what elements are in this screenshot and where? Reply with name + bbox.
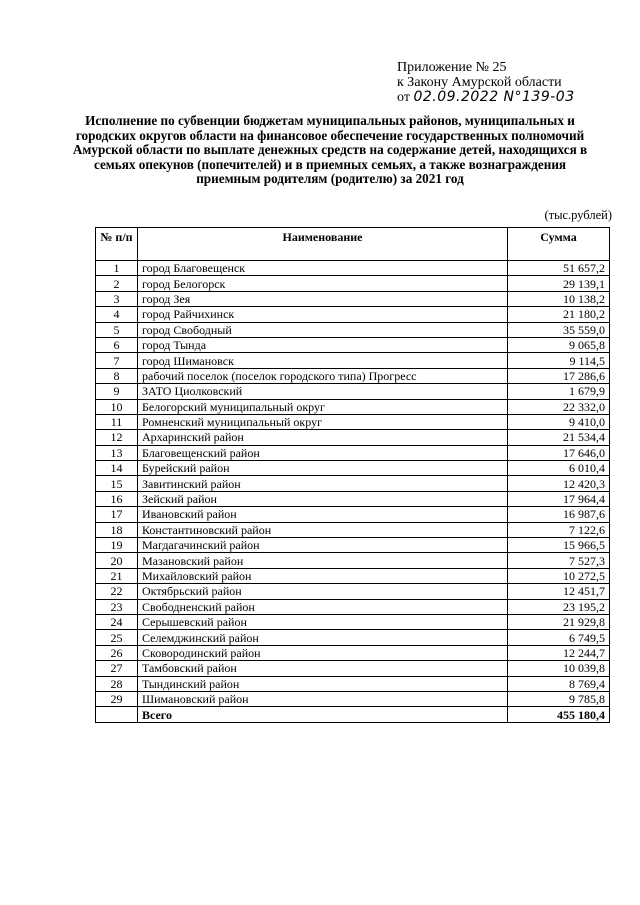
row-number: 2 [96,276,138,291]
row-number: 26 [96,645,138,660]
row-number: 14 [96,461,138,476]
table-row [96,353,610,368]
row-name: Зейский район [138,491,508,506]
table-row [96,322,610,337]
appendix-law: к Закону Амурской области [397,75,562,90]
row-sum: 9 410,0 [508,414,610,429]
table-row [96,661,610,676]
row-name: Михайловский район [138,568,508,583]
appendix-number: Приложение № 25 [397,60,507,75]
row-sum: 6 749,5 [508,630,610,645]
row-name: Магдагачинский район [138,538,508,553]
row-name: город Свободный [138,322,508,337]
row-name: Селемджинский район [138,630,508,645]
table-row [96,553,610,568]
row-name: Бурейский район [138,461,508,476]
row-number: 12 [96,430,138,445]
row-sum: 12 451,7 [508,584,610,599]
row-name: город Райчихинск [138,307,508,322]
row-name: Ивановский район [138,507,508,522]
table-row [96,337,610,352]
row-number: 13 [96,445,138,460]
row-number: 28 [96,676,138,691]
table-row [96,414,610,429]
header-sum: Сумма [508,228,610,261]
row-number: 21 [96,568,138,583]
row-sum: 35 559,0 [508,322,610,337]
row-sum: 7 122,6 [508,522,610,537]
document-title: Исполнение по субвенции бюджетам муниципальных районов, муниципальных и городских округов области на финансовое обеспечение государственных полномочий Амурской области по выплате денежных средств на содержание детей, находящихся в семьях опекунов (попечителей) и в приемных семьях, а также вознаграждения приемным родителям (родителю) за 2021 год [72,113,588,186]
row-number: 4 [96,307,138,322]
header-num: № п/п [96,228,138,261]
appendix-block [397,60,575,105]
table-row [96,491,610,506]
row-name: Свободненский район [138,599,508,614]
row-sum: 10 138,2 [508,291,610,306]
row-sum: 22 332,0 [508,399,610,414]
row-name: город Шимановск [138,353,508,368]
row-sum: 17 646,0 [508,445,610,460]
row-number: 17 [96,507,138,522]
table-row [96,384,610,399]
row-sum: 21 534,4 [508,430,610,445]
row-name: ЗАТО Циолковский [138,384,508,399]
table-body [96,261,610,723]
row-number: 3 [96,291,138,306]
table-row [96,307,610,322]
row-sum: 9 785,8 [508,691,610,706]
row-sum: 10 039,8 [508,661,610,676]
row-name: Шимановский район [138,691,508,706]
row-name: город Тында [138,337,508,352]
row-name: Тамбовский район [138,661,508,676]
row-name: Сковородинский район [138,645,508,660]
total-empty-cell [96,707,138,722]
row-number: 1 [96,261,138,276]
total-row [96,707,610,722]
row-number: 25 [96,630,138,645]
table-row [96,691,610,706]
row-name: Мазановский район [138,553,508,568]
table-row [96,261,610,276]
table-row [96,584,610,599]
table-row [96,276,610,291]
row-sum: 10 272,5 [508,568,610,583]
row-name: Ромненский муниципальный округ [138,414,508,429]
row-number: 10 [96,399,138,414]
row-name: Архаринский район [138,430,508,445]
appendix-date-line [397,90,575,105]
row-sum: 9 065,8 [508,337,610,352]
row-name: Благовещенский район [138,445,508,460]
subsidy-table [95,227,610,723]
row-number: 16 [96,491,138,506]
appendix-date-prefix: от [397,90,410,105]
row-sum: 51 657,2 [508,261,610,276]
handwritten-date-number: 02.09.2022 N°139-03 [413,89,575,105]
table-row [96,630,610,645]
row-name: город Белогорск [138,276,508,291]
table-row [96,522,610,537]
row-sum: 16 987,6 [508,507,610,522]
table-row [96,368,610,383]
row-sum: 17 964,4 [508,491,610,506]
table-row [96,445,610,460]
row-number: 29 [96,691,138,706]
row-sum: 17 286,6 [508,368,610,383]
table-row [96,614,610,629]
total-sum: 455 180,4 [508,707,610,722]
row-number: 23 [96,599,138,614]
header-name: Наименование [138,228,508,261]
row-name: Серышевский район [138,614,508,629]
table-row [96,399,610,414]
row-sum: 23 195,2 [508,599,610,614]
table-row [96,676,610,691]
row-number: 27 [96,661,138,676]
row-number: 18 [96,522,138,537]
total-label: Всего [138,707,508,722]
row-number: 11 [96,414,138,429]
table-row [96,538,610,553]
row-name: Тындинский район [138,676,508,691]
row-number: 15 [96,476,138,491]
table-row [96,291,610,306]
row-sum: 12 420,3 [508,476,610,491]
table-header-row [96,228,610,261]
row-name: Октябрьский район [138,584,508,599]
table-row [96,599,610,614]
row-name: город Зея [138,291,508,306]
row-sum: 7 527,3 [508,553,610,568]
row-sum: 15 966,5 [508,538,610,553]
row-sum: 8 769,4 [508,676,610,691]
row-name: рабочий поселок (поселок городского типа) Прогресс [138,368,508,383]
row-sum: 21 180,2 [508,307,610,322]
row-number: 22 [96,584,138,599]
row-sum: 12 244,7 [508,645,610,660]
row-name: Константиновский район [138,522,508,537]
units-label: (тыс.рублей) [544,208,612,222]
row-number: 20 [96,553,138,568]
row-number: 9 [96,384,138,399]
table-row [96,507,610,522]
row-number: 6 [96,337,138,352]
row-sum: 29 139,1 [508,276,610,291]
row-name: Белогорский муниципальный округ [138,399,508,414]
table-row [96,476,610,491]
table-row [96,568,610,583]
row-name: город Благовещенск [138,261,508,276]
row-sum: 9 114,5 [508,353,610,368]
row-number: 19 [96,538,138,553]
row-number: 24 [96,614,138,629]
row-name: Завитинский район [138,476,508,491]
row-number: 8 [96,368,138,383]
table-row [96,645,610,660]
row-number: 7 [96,353,138,368]
row-sum: 1 679,9 [508,384,610,399]
row-sum: 6 010,4 [508,461,610,476]
row-sum: 21 929,8 [508,614,610,629]
row-number: 5 [96,322,138,337]
table-row [96,461,610,476]
table-row [96,430,610,445]
